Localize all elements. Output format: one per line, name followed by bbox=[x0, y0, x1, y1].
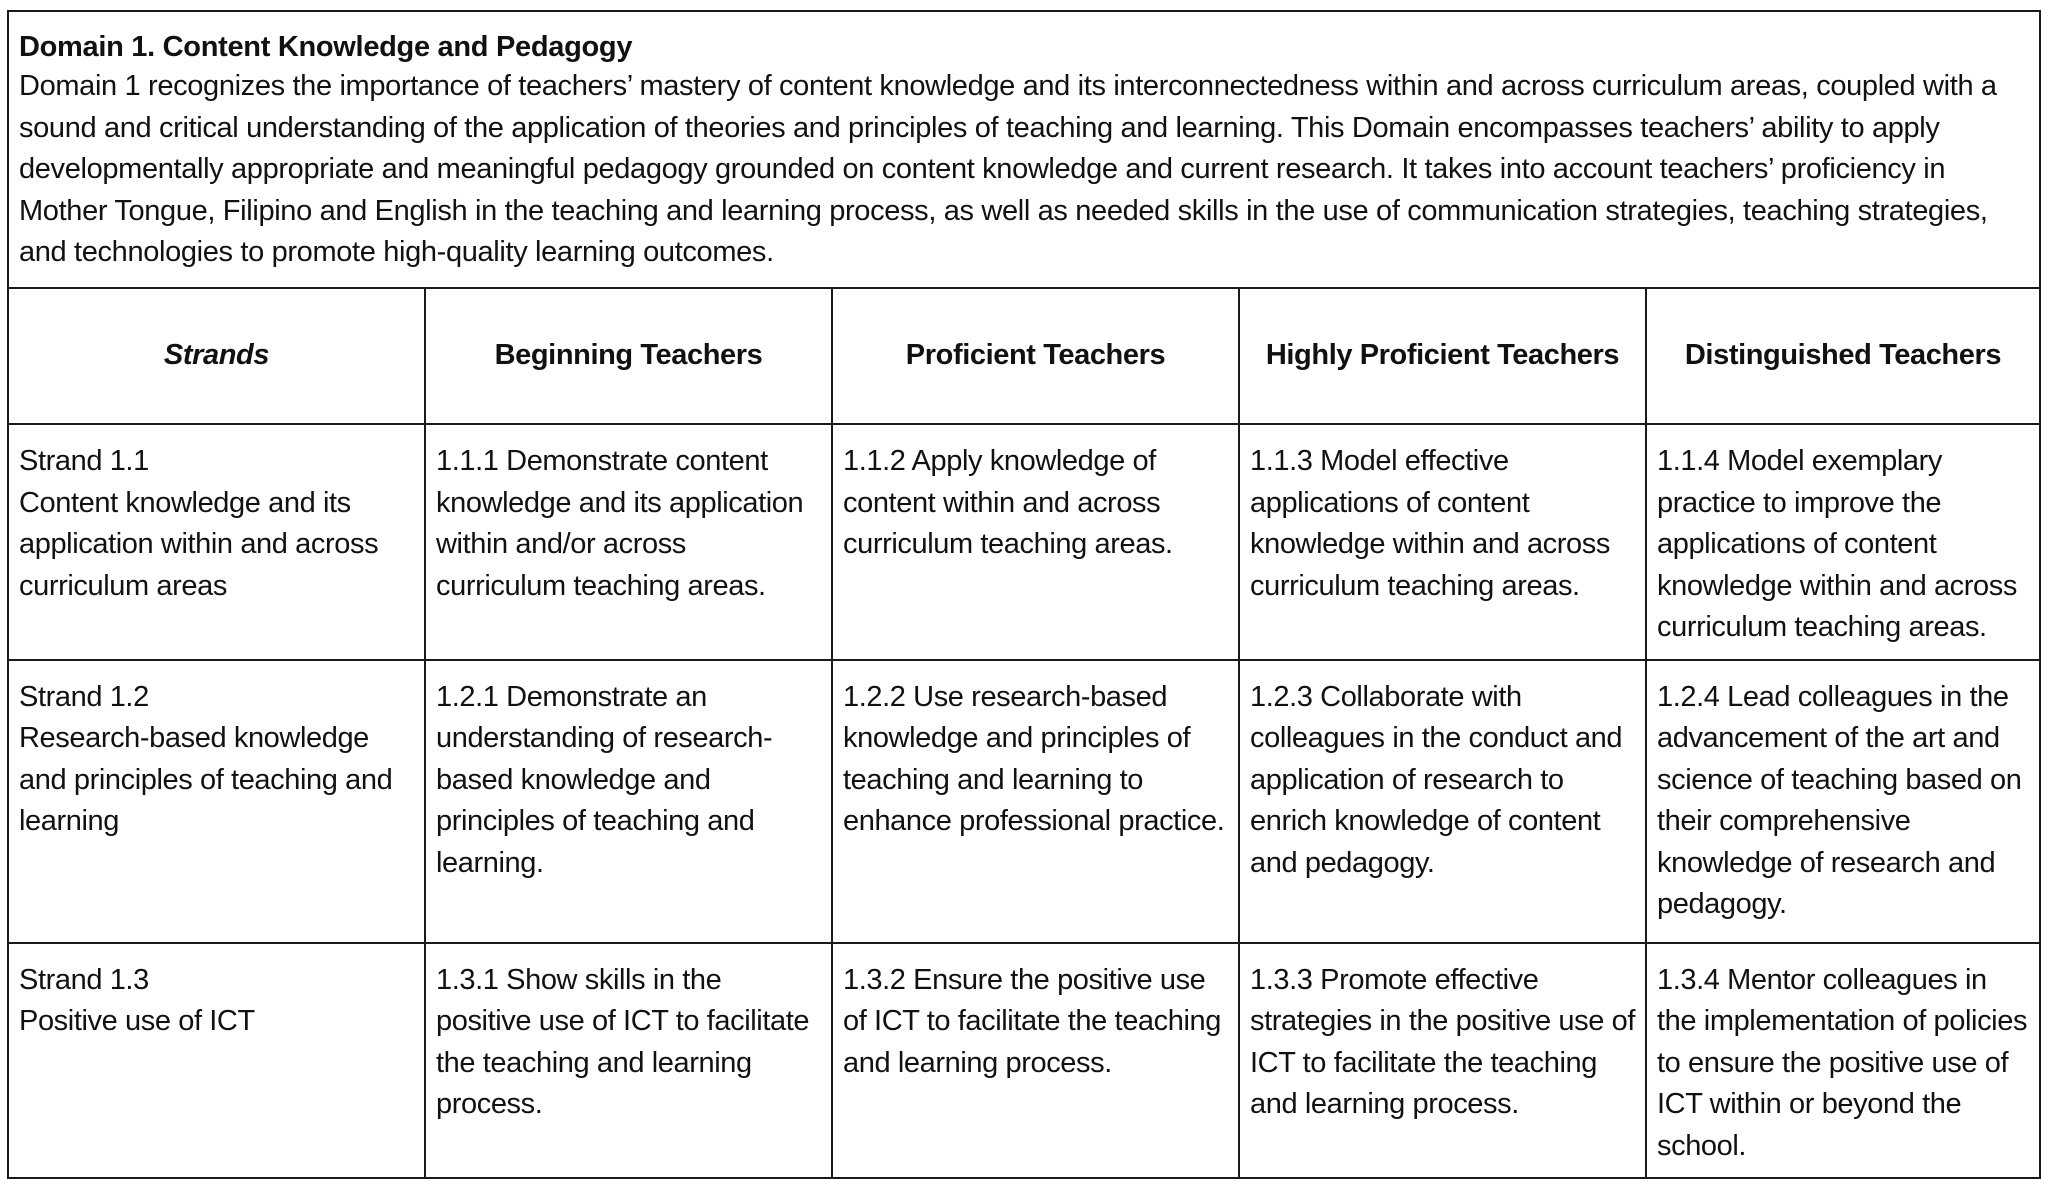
highly-proficient-cell: 1.1.3 Model effective applications of content knowledge within and across curriculum teaching areas. bbox=[1239, 424, 1646, 660]
header-beginning-teachers: Beginning Teachers bbox=[425, 289, 832, 424]
strand-cell bbox=[9, 943, 425, 1178]
strand-name: Research-based knowledge and principles of teaching and learning bbox=[19, 722, 393, 837]
beginning-cell: 1.2.1 Demonstrate an understanding of research-based knowledge and principles of teaching and learning. bbox=[425, 660, 832, 943]
distinguished-cell: 1.3.4 Mentor colleagues in the implementation of policies to ensure the positive use of ICT within or beyond the school. bbox=[1646, 943, 2039, 1178]
highly-proficient-cell: 1.3.3 Promote effective strategies in the positive use of ICT to facilitate the teaching and learning process. bbox=[1239, 943, 1646, 1178]
table-row bbox=[9, 424, 2039, 660]
document-page bbox=[7, 10, 2041, 1179]
header-distinguished-teachers: Distinguished Teachers bbox=[1646, 289, 2039, 424]
proficient-cell: 1.3.2 Ensure the positive use of ICT to facilitate the teaching and learning process. bbox=[832, 943, 1239, 1178]
domain-title: Domain 1. Content Knowledge and Pedagogy bbox=[19, 31, 633, 63]
beginning-cell: 1.1.1 Demonstrate content knowledge and its application within and/or across curriculum teaching areas. bbox=[425, 424, 832, 660]
strand-name: Content knowledge and its application within and across curriculum areas bbox=[19, 486, 379, 602]
beginning-cell: 1.3.1 Show skills in the positive use of ICT to facilitate the teaching and learning process. bbox=[425, 943, 832, 1178]
header-highly-proficient-teachers: Highly Proficient Teachers bbox=[1239, 289, 1646, 424]
strand-id: Strand 1.1 bbox=[19, 445, 149, 477]
highly-proficient-cell: 1.2.3 Collaborate with colleagues in the conduct and application of research to enrich knowledge of content and pedagogy. bbox=[1239, 660, 1646, 943]
table-row bbox=[9, 943, 2039, 1178]
header-strands: Strands bbox=[9, 289, 425, 424]
table-header-row bbox=[9, 289, 2039, 424]
strand-name: Positive use of ICT bbox=[19, 1005, 255, 1037]
table-row bbox=[9, 660, 2039, 943]
strand-cell bbox=[9, 424, 425, 660]
distinguished-cell: 1.1.4 Model exemplary practice to improve the applications of content knowledge within and across curriculum teaching areas. bbox=[1646, 424, 2039, 660]
strand-id: Strand 1.2 bbox=[19, 680, 149, 713]
domain-description: Domain 1 recognizes the importance of teachers’ mastery of content knowledge and its interconnectedness within and across curriculum areas, coupled with a sound and critical understanding of the application of theories and principles of teaching and learning. This Domain encompasses teachers’ ability to apply developmentally appropriate and meaningful pedagogy grounded on content knowledge and current research. It takes into account teachers’ proficiency in Mother Tongue, Filipino and English in the teaching and learning process, as well as needed skills in the use of communication strategies, teaching strategies, and technologies to promote high-quality learning outcomes. bbox=[19, 70, 1997, 268]
domain-section bbox=[9, 12, 2039, 289]
distinguished-cell: 1.2.4 Lead colleagues in the advancement of the art and science of teaching based on their comprehensive knowledge of research and pedagogy. bbox=[1646, 660, 2039, 943]
proficient-cell: 1.1.2 Apply knowledge of content within and across curriculum teaching areas. bbox=[832, 424, 1239, 660]
strand-id: Strand 1.3 bbox=[19, 963, 149, 996]
strand-cell bbox=[9, 660, 425, 943]
strands-table bbox=[9, 289, 2039, 1177]
header-proficient-teachers: Proficient Teachers bbox=[832, 289, 1239, 424]
proficient-cell: 1.2.2 Use research-based knowledge and principles of teaching and learning to enhance professional practice. bbox=[832, 660, 1239, 943]
